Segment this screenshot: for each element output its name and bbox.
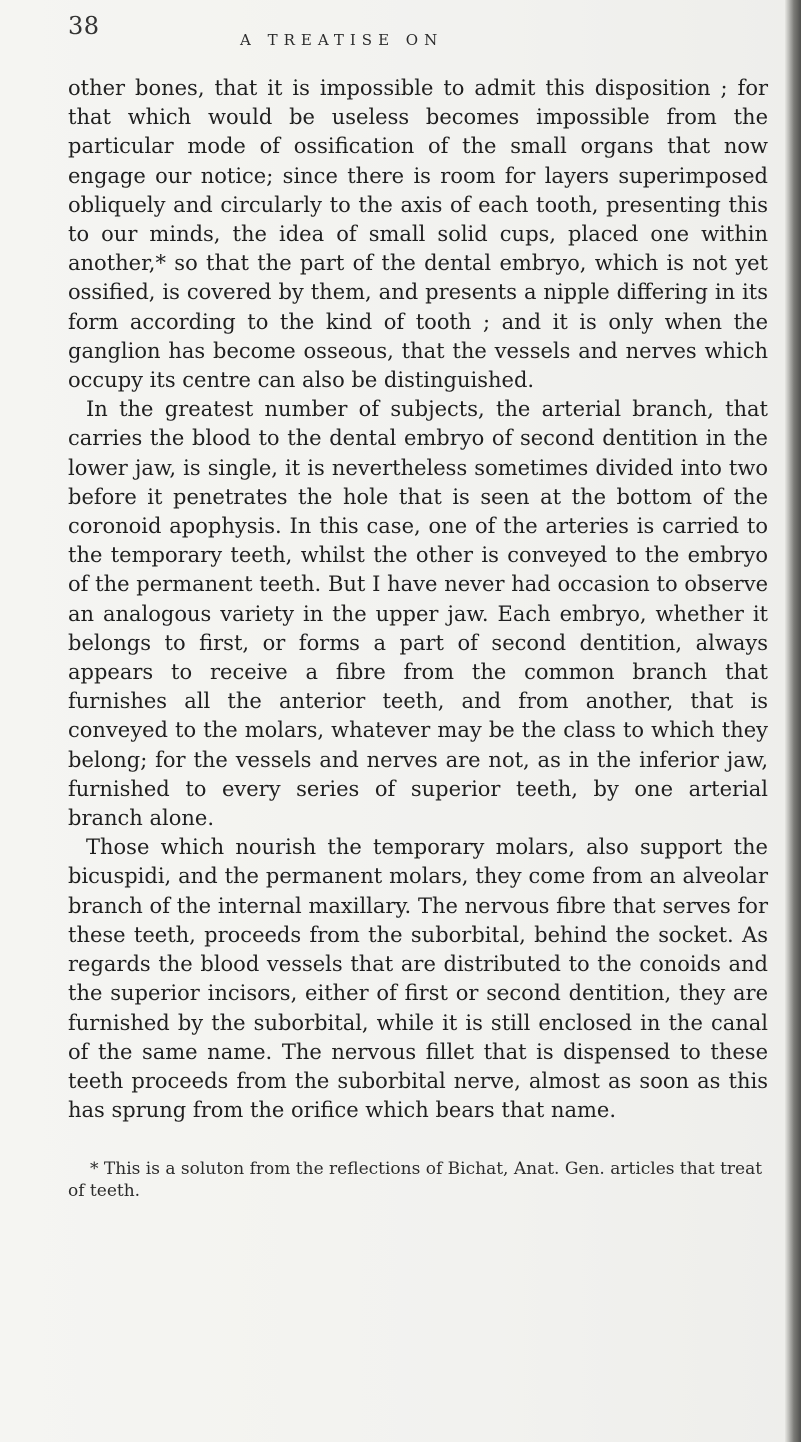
page-header bbox=[68, 14, 768, 54]
footnote bbox=[68, 1158, 768, 1202]
page-binding-edge bbox=[785, 0, 801, 1442]
page-number: 38 bbox=[68, 12, 100, 40]
main-text bbox=[68, 74, 768, 1125]
running-head: A TREATISE ON bbox=[240, 31, 444, 49]
paragraph-2: In the greatest number of subjects, the arterial branch, that carries the blood to the dental embryo of second dentition in the lower jaw, is single, it is nevertheless sometimes divided into two before it penetrates the hole that is seen at the bottom of the coronoid apophysis. In this case, one of the arteries is carried to the temporary teeth, whilst the other is conveyed to the embryo of the permanent teeth. But I have never had occasion to observe an analogous variety in the upper jaw. Each embryo, whether it belongs to first, or forms a part of second dentition, always appears to receive a fibre from the common branch that furnishes all the anterior teeth, and from another, that is conveyed to the molars, whatever may be the class to which they belong; for the vessels and nerves are not, as in the inferior jaw, furnished to every series of superior teeth, by one arterial branch alone. bbox=[68, 397, 768, 831]
paragraph-1: other bones, that it is impossible to admit this disposition ; for that which would be useless becomes impossible from the particular mode of ossification of the small organs that now engage our notice; since there is room for layers superimposed obliquely and circularly to the axis of each tooth, presenting this to our minds, the idea of small solid cups, placed one within another,* so that the part of the dental embryo, which is not yet ossified, is covered by them, and presents a nipple differing in its form according to the kind of tooth ; and it is only when the ganglion has become osseous, that the vessels and nerves which occupy its centre can also be distinguished. bbox=[68, 76, 768, 393]
footnote-text: This is a soluton from the reflections of Bichat, Anat. Gen. articles that treat of teeth. bbox=[68, 1159, 763, 1201]
footnote-marker: * bbox=[90, 1159, 99, 1179]
paragraph-3: Those which nourish the temporary molars, also support the bicuspidi, and the permanent molars, they come from an alveolar branch of the internal maxillary. The nervous fibre that serves for these teeth, proceeds from the suborbital, behind the socket. As regards the blood vessels that are distributed to the conoids and the superior incisors, either of first or second dentition, they are furnished by the suborbital, while it is still enclosed in the canal of the same name. The nervous fillet that is dispensed to these teeth proceeds from the suborbital nerve, almost as soon as this has sprung from the orifice which bears that name. bbox=[68, 835, 768, 1123]
